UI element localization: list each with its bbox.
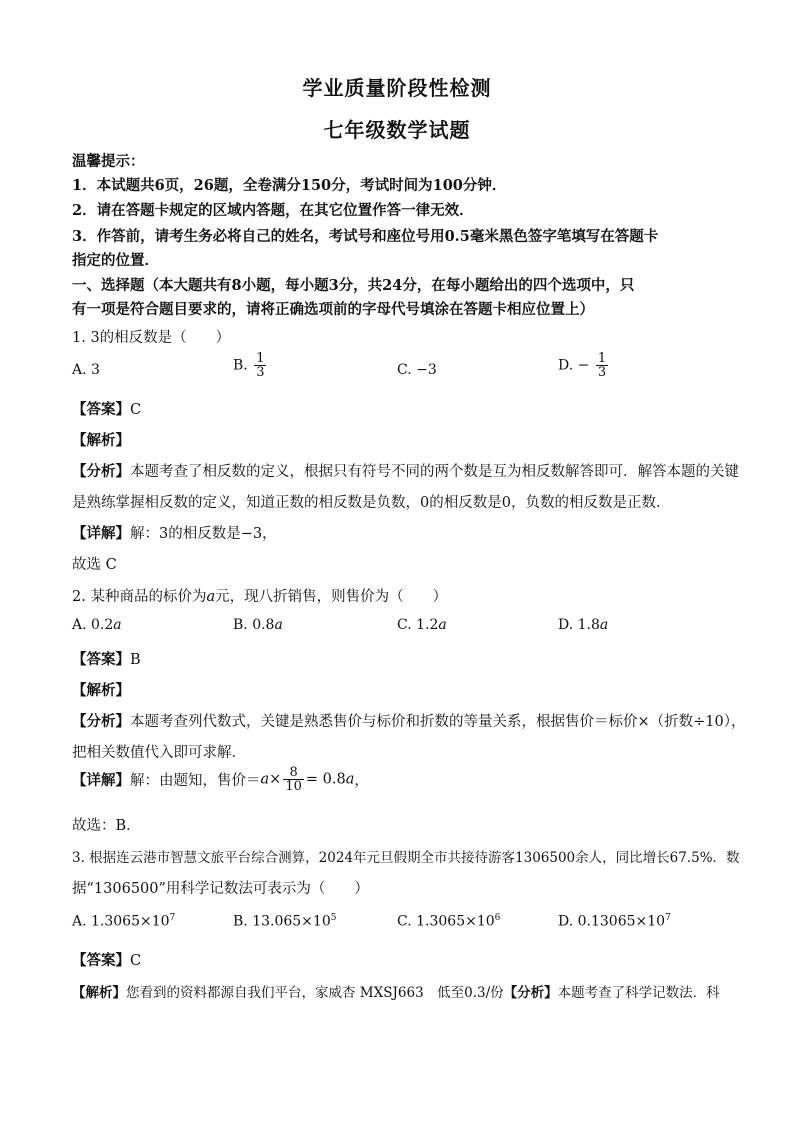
q2-fraction — [283, 766, 304, 793]
tip-item-3: 3．作答前，请考生务必将自己的姓名，考试号和座位号用0.5毫米黑色签字笔填写在答题卡 — [72, 228, 659, 245]
answer-tag: 【答案】 — [72, 401, 130, 418]
q1-stem: 1. 3的相反数是（ ） — [72, 330, 231, 346]
equals-text: = 0.8 — [305, 771, 346, 788]
fenxi-text: 本题考查了相反数的定义，根据只有符号不同的两个数是互为相反数解答即可．解答本题的关键 — [130, 464, 739, 480]
option-text: D. 1.8 — [558, 617, 600, 633]
fraction-numerator: 1 — [597, 351, 607, 366]
exponent: 6 — [494, 913, 501, 923]
q1-option-c: C. −3 — [397, 362, 437, 378]
q3-stem-line1: 3. 根据连云港市智慧文旅平台综合测算，2024年元旦假期全市共接待游客1306500余人，同比增长67.5%．数 — [72, 850, 740, 866]
q1-option-b-label: B. — [233, 357, 248, 374]
q1-option-b — [233, 352, 268, 379]
answer-value: B — [130, 652, 141, 668]
option-text: B. 13.065×10 — [233, 913, 331, 930]
exponent: 5 — [330, 913, 337, 923]
tips-heading: 温馨提示： — [72, 153, 145, 170]
q1-fenxi-line2: 是熟练掌握相反数的定义，知道正数的相反数是负数，0的相反数是0，负数的相反数是正数． — [72, 495, 671, 511]
q2-option-c — [397, 617, 447, 633]
analysis-tag: 【解析】 — [72, 432, 130, 449]
analysis-tag: 【解析】 — [72, 985, 126, 1001]
q2-option-a — [72, 617, 122, 633]
q3-option-c — [397, 913, 500, 930]
fenxi-tag: 【分析】 — [72, 463, 130, 480]
fraction-numerator: 8 — [283, 766, 304, 780]
fenxi-text: 本题考查列代数式，关键是熟悉售价与标价和折数的等量关系，根据售价＝标价×（折数÷10）， — [130, 714, 746, 730]
q2-fenxi-line1 — [72, 710, 746, 731]
exponent: 7 — [665, 913, 671, 923]
q3-stem-line2: 据“1306500”用科学记数法可表示为（ ） — [72, 881, 369, 897]
q1-option-b-fraction — [254, 352, 266, 379]
q2-stem-post: 元，现八折销售，则售价为（ ） — [215, 589, 448, 605]
section-heading-line1: 一、选择题（本大题共有8小题，每小题3分，共24分，在每小题给出的四个选项中，只 — [72, 277, 635, 294]
comma: ， — [354, 773, 369, 789]
variable-a: a — [274, 617, 283, 633]
q1-fenxi-line1 — [72, 460, 739, 481]
fenxi-tag: 【分析】 — [72, 713, 130, 730]
q2-conclusion: 故选：B． — [72, 818, 141, 834]
variable-a: a — [438, 617, 447, 633]
xiangjie-text: 解：由题知，售价＝ — [130, 773, 261, 789]
q3-option-a — [72, 913, 175, 930]
analysis-tag: 【解析】 — [72, 682, 130, 699]
exam-subtitle: 七年级数学试题 — [323, 118, 471, 142]
option-text: A. 1.3065×10 — [72, 913, 170, 930]
xiangjie-tag: 【详解】 — [72, 525, 130, 542]
q1-xiangjie — [72, 522, 277, 543]
xiangjie-text: 解：3的相反数是−3， — [130, 526, 277, 542]
answer-tag: 【答案】 — [72, 952, 130, 969]
q2-fenxi-line2: 把相关数值代入即可求解． — [72, 745, 246, 761]
option-text: C. 1.2 — [397, 617, 439, 633]
q2-stem-pre: 2. 某种商品的标价为 — [72, 589, 207, 605]
variable-a: a — [260, 771, 270, 788]
q2-stem — [72, 585, 447, 606]
answer-value: C — [130, 953, 142, 969]
option-text: A. 0.2 — [72, 617, 114, 633]
q1-option-d-fraction — [596, 352, 608, 379]
variable-a: a — [599, 617, 609, 633]
q1-option-a: A. 3 — [72, 362, 100, 378]
variable-a: a — [113, 617, 122, 633]
variable-a: a — [206, 589, 216, 605]
q2-option-d — [558, 617, 608, 633]
q2-xiangjie — [72, 766, 369, 793]
q3-option-b — [233, 913, 336, 930]
tip-item-1: 1．本试题共6页，26题，全卷满分150分，考试时间为100分钟． — [72, 177, 507, 194]
q1-answer — [72, 398, 141, 419]
fraction-denominator: 3 — [597, 365, 607, 380]
answer-tag: 【答案】 — [72, 651, 130, 668]
times-sign: × — [269, 771, 282, 788]
option-text: B. 0.8 — [233, 617, 275, 633]
tip-item-2: 2．请在答题卡规定的区域内答题，在其它位置作答一律无效． — [72, 202, 474, 219]
xiangjie-tag: 【详解】 — [72, 772, 130, 789]
option-text: D. 0.13065×10 — [558, 913, 666, 930]
q3-analysis-line — [72, 981, 720, 1001]
section-heading-line2: 有一项是符合题目要求的，请将正确选项前的字母代号填涂在答题卡相应位置上） — [72, 301, 594, 318]
fenxi-tag: 【分析】 — [503, 985, 558, 1001]
q3-option-d — [558, 913, 671, 930]
exponent: 7 — [169, 913, 176, 923]
exam-title: 学业质量阶段性检测 — [302, 76, 492, 100]
option-text: C. 1.3065×10 — [397, 913, 495, 930]
tip-item-3-cont: 指定的位置． — [72, 252, 159, 269]
q1-option-d — [558, 352, 610, 379]
q2-analysis-tag — [72, 679, 130, 700]
q2-option-b — [233, 617, 283, 633]
answer-value: C — [130, 402, 142, 418]
fraction-denominator: 3 — [256, 365, 265, 380]
q2-answer — [72, 648, 141, 669]
fraction-denominator: 10 — [285, 779, 302, 794]
watermark-text: 您看到的资料都源自我们平台，家威杏 MXSJ663 低至0.3/份 — [126, 985, 504, 1001]
fenxi-text: 本题考查了科学记数法．科 — [557, 985, 720, 1001]
fraction-numerator: 1 — [256, 351, 265, 366]
q1-conclusion: 故选 C — [72, 557, 117, 573]
q1-option-d-label: D. − — [558, 357, 590, 374]
q1-analysis-tag — [72, 429, 130, 450]
variable-a: a — [345, 771, 355, 788]
q3-answer — [72, 949, 141, 970]
